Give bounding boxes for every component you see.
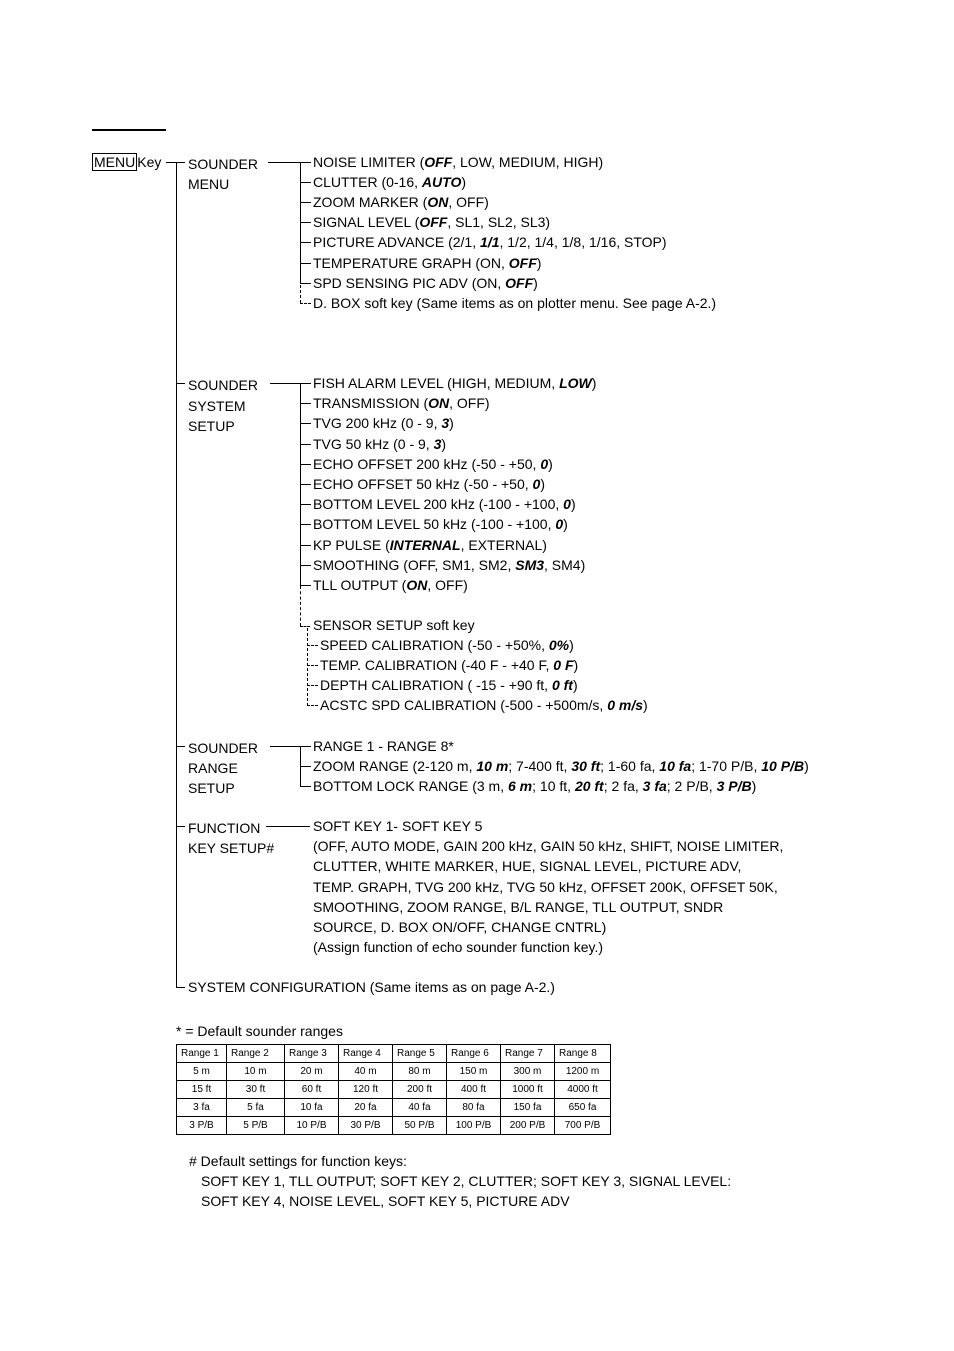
- system-setup-item: BOTTOM LEVEL 200 kHz (-100 - +100, 0): [313, 496, 576, 513]
- table-cell: 650 fa: [555, 1099, 611, 1117]
- footnote-line-1: SOFT KEY 1, TLL OUTPUT; SOFT KEY 2, CLUTTER; SOFT KEY 3, SIGNAL LEVEL:: [201, 1173, 732, 1189]
- table-header-cell: Range 4: [339, 1045, 393, 1063]
- system-setup-item: TLL OUTPUT (ON, OFF): [313, 577, 468, 593]
- default-ranges-table: [176, 1044, 611, 1135]
- default-value: ON: [427, 194, 449, 211]
- system-setup-item: FISH ALARM LEVEL (HIGH, MEDIUM, LOW): [313, 375, 597, 391]
- table-cell: 5 m: [177, 1063, 227, 1081]
- system-setup-item: TVG 50 kHz (0 - 9, 3): [313, 435, 447, 452]
- item-connector: [307, 705, 318, 706]
- item-connector: [300, 524, 311, 525]
- default-value: 6 m: [508, 778, 533, 794]
- table-cell: 3 P/B: [177, 1117, 227, 1135]
- default-value: OFF: [505, 274, 534, 291]
- item-connector: [300, 504, 311, 505]
- root-connector: [166, 162, 176, 163]
- function-key-line: SMOOTHING, ZOOM RANGE, B/L RANGE, TLL OUTPUT, SNDR: [313, 898, 724, 915]
- table-cell: 20 m: [285, 1063, 339, 1081]
- table-cell: 120 ft: [339, 1081, 393, 1099]
- table-cell: 300 m: [501, 1063, 555, 1081]
- default-ranges-caption: * = Default sounder ranges: [176, 1023, 343, 1039]
- table-cell: 40 fa: [393, 1099, 447, 1117]
- item-connector: [300, 766, 311, 767]
- item-connector: [300, 444, 311, 445]
- key-suffix: Key: [137, 154, 162, 170]
- connector-function-key: [266, 826, 310, 827]
- range-setup-item: RANGE 1 - RANGE 8*: [313, 738, 454, 754]
- default-value: 0: [540, 455, 549, 472]
- default-value: 0 m/s: [607, 697, 644, 713]
- sounder-range-setup-label: SOUNDER RANGE SETUP: [188, 740, 259, 796]
- default-value: 10 m: [476, 758, 509, 774]
- default-value: 3: [441, 415, 450, 432]
- system-setup-item: SMOOTHING (OFF, SM1, SM2, SM3, SM4): [313, 556, 586, 573]
- default-value: 0%: [548, 637, 570, 653]
- table-cell: 10 m: [227, 1063, 285, 1081]
- sounder-menu-item: CLUTTER (0-16, AUTO): [313, 174, 467, 191]
- default-value: 3: [433, 435, 442, 452]
- table-cell: 5 P/B: [227, 1117, 285, 1135]
- sounder-menu-item: D. BOX soft key (Same items as on plotter menu. See page A-2.): [313, 294, 717, 311]
- default-value: 30 ft: [571, 758, 601, 774]
- item-connector: [300, 303, 311, 304]
- item-connector: [300, 202, 311, 203]
- item-connector: [300, 283, 311, 284]
- table-cell: 40 m: [339, 1063, 393, 1081]
- sounder-menu-label: SOUNDER MENU: [188, 156, 259, 192]
- system-setup-item: TRANSMISSION (ON, OFF): [313, 395, 490, 412]
- header-rule: [92, 129, 166, 131]
- function-key-line: (Assign function of echo sounder function key.): [313, 939, 604, 956]
- footnote-title: # Default settings for function keys:: [189, 1153, 407, 1169]
- item-connector: [300, 182, 311, 183]
- item-connector: [300, 383, 311, 384]
- system-setup-item: ECHO OFFSET 200 kHz (-50 - +50, 0): [313, 455, 553, 472]
- table-cell: 1000 ft: [501, 1081, 555, 1099]
- default-value: 0 F: [553, 657, 574, 673]
- sounder-menu-item: PICTURE ADVANCE (2/1, 1/1, 1/2, 1/4, 1/8, 1/16, STOP): [313, 234, 667, 251]
- item-connector: [300, 423, 311, 424]
- item-connector: [300, 746, 311, 747]
- default-value: 3 fa: [642, 778, 667, 794]
- default-value: ON: [406, 577, 428, 593]
- default-value: LOW: [559, 375, 592, 391]
- menu-key-label: [92, 154, 161, 170]
- table-cell: 200 P/B: [501, 1117, 555, 1135]
- table-header-row: [177, 1045, 611, 1063]
- table-cell: 80 fa: [447, 1099, 501, 1117]
- trunk-stub-sounder-menu: [176, 162, 185, 163]
- default-value: 0: [563, 496, 571, 513]
- default-value: INTERNAL: [389, 536, 461, 553]
- table-header-cell: Range 7: [501, 1045, 555, 1063]
- trunk-stub-system-setup: [176, 383, 185, 384]
- function-key-line: TEMP. GRAPH, TVG 200 kHz, TVG 50 kHz, OFFSET 200K, OFFSET 50K,: [313, 878, 778, 895]
- table-header-cell: Range 1: [177, 1045, 227, 1063]
- range-setup-item: ZOOM RANGE (2-120 m, 10 m; 7-400 ft, 30 ft; 1-60 fa, 10 fa; 1-70 P/B, 10 P/B): [313, 758, 809, 774]
- menu-key-box: MENU: [94, 154, 136, 170]
- function-key-line: (OFF, AUTO MODE, GAIN 200 kHz, GAIN 50 kHz, SHIFT, NOISE LIMITER,: [313, 838, 784, 855]
- item-connector: [300, 545, 311, 546]
- default-value: 10 fa: [659, 758, 692, 774]
- item-connector: [300, 565, 311, 566]
- default-value: 0 ft: [551, 677, 573, 693]
- sensor-setup-item: ACSTC SPD CALIBRATION (-500 - +500m/s, 0 m/s): [320, 697, 648, 713]
- item-connector: [307, 665, 318, 666]
- sensor-setup-stub: [300, 626, 310, 627]
- system-configuration: SYSTEM CONFIGURATION (Same items as on page A-2.): [188, 979, 555, 995]
- default-value: ON: [428, 395, 450, 412]
- default-value: 10 P/B: [761, 758, 805, 774]
- sounder-system-setup-label: SOUNDER SYSTEM SETUP: [188, 377, 259, 434]
- system-setup-item: ECHO OFFSET 50 kHz (-50 - +50, 0): [313, 476, 545, 492]
- table-row: [177, 1063, 611, 1081]
- system-setup-item: KP PULSE (INTERNAL, EXTERNAL): [313, 536, 547, 553]
- table-cell: 150 fa: [501, 1099, 555, 1117]
- item-connector: [307, 685, 318, 686]
- default-value: OFF: [424, 154, 453, 170]
- item-connector: [307, 645, 318, 646]
- item-connector: [300, 786, 311, 787]
- range-setup-item: BOTTOM LOCK RANGE (3 m, 6 m; 10 ft, 20 ft; 2 fa, 3 fa; 2 P/B, 3 P/B): [313, 778, 757, 794]
- default-value: OFF: [508, 254, 537, 271]
- system-setup-item: TVG 200 kHz (0 - 9, 3): [313, 415, 454, 432]
- sensor-setup-item: TEMP. CALIBRATION (-40 F - +40 F, 0 F): [320, 657, 579, 673]
- table-header-cell: Range 2: [227, 1045, 285, 1063]
- table-cell: 100 P/B: [447, 1117, 501, 1135]
- item-connector: [300, 484, 311, 485]
- table-cell: 4000 ft: [555, 1081, 611, 1099]
- table-cell: 30 ft: [227, 1081, 285, 1099]
- default-value: OFF: [419, 214, 448, 231]
- default-value: 20 ft: [574, 778, 604, 794]
- table-cell: 3 fa: [177, 1099, 227, 1117]
- sounder-menu-item: ZOOM MARKER (ON, OFF): [313, 194, 489, 211]
- table-cell: 700 P/B: [555, 1117, 611, 1135]
- footnote-line-2: SOFT KEY 4, NOISE LEVEL, SOFT KEY 5, PICTURE ADV: [201, 1193, 570, 1209]
- trunk-stub-range-setup: [176, 746, 185, 747]
- item-connector: [300, 242, 311, 243]
- sensor-spine-dashed: [307, 628, 308, 706]
- table-cell: 10 P/B: [285, 1117, 339, 1135]
- items-spine-system-setup-dashed: [300, 586, 301, 626]
- function-key-line: SOURCE, D. BOX ON/OFF, CHANGE CNTRL): [313, 919, 607, 935]
- default-value: 3 P/B: [716, 778, 752, 794]
- table-cell: 20 fa: [339, 1099, 393, 1117]
- sensor-setup-item: SPEED CALIBRATION (-50 - +50%, 0%): [320, 637, 574, 653]
- sounder-menu-item: NOISE LIMITER (OFF, LOW, MEDIUM, HIGH): [313, 154, 604, 170]
- table-row: [177, 1117, 611, 1135]
- table-cell: 10 fa: [285, 1099, 339, 1117]
- table-header-cell: Range 5: [393, 1045, 447, 1063]
- table-cell: 80 m: [393, 1063, 447, 1081]
- system-setup-item: BOTTOM LEVEL 50 kHz (-100 - +100, 0): [313, 516, 568, 533]
- function-key-line: SOFT KEY 1- SOFT KEY 5: [313, 818, 483, 834]
- table-row: [177, 1081, 611, 1099]
- sensor-setup-title: SENSOR SETUP soft key: [313, 617, 475, 633]
- default-value: 1/1: [480, 234, 500, 251]
- main-trunk: [176, 162, 177, 987]
- default-value: 0: [555, 516, 564, 533]
- table-cell: 15 ft: [177, 1081, 227, 1099]
- table-header-cell: Range 8: [555, 1045, 611, 1063]
- table-cell: 1200 m: [555, 1063, 611, 1081]
- trunk-stub-function-key: [176, 826, 185, 827]
- table-cell: 400 ft: [447, 1081, 501, 1099]
- sounder-menu-item: SPD SENSING PIC ADV (ON, OFF): [313, 274, 538, 291]
- items-spine-sounder-menu-dashed: [300, 285, 301, 303]
- item-connector: [300, 263, 311, 264]
- item-connector: [300, 162, 311, 163]
- item-connector: [300, 464, 311, 465]
- item-connector: [300, 222, 311, 223]
- table-cell: 5 fa: [227, 1099, 285, 1117]
- default-value: SM3: [515, 556, 545, 573]
- table-header-cell: Range 6: [447, 1045, 501, 1063]
- function-key-setup-label: FUNCTION KEY SETUP#: [188, 820, 275, 856]
- table-row: [177, 1099, 611, 1117]
- sounder-menu-item: TEMPERATURE GRAPH (ON, OFF): [313, 254, 542, 271]
- table-cell: 30 P/B: [339, 1117, 393, 1135]
- default-value: 0: [532, 476, 541, 492]
- table-cell: 60 ft: [285, 1081, 339, 1099]
- item-connector: [300, 403, 311, 404]
- function-key-line: CLUTTER, WHITE MARKER, HUE, SIGNAL LEVEL, PICTURE ADV,: [313, 858, 742, 875]
- sensor-setup-item: DEPTH CALIBRATION ( -15 - +90 ft, 0 ft): [320, 677, 578, 693]
- table-cell: 150 m: [447, 1063, 501, 1081]
- sounder-menu-item: SIGNAL LEVEL (OFF, SL1, SL2, SL3): [313, 214, 551, 231]
- default-value: AUTO: [421, 174, 462, 191]
- table-cell: 50 P/B: [393, 1117, 447, 1135]
- table-header-cell: Range 3: [285, 1045, 339, 1063]
- table-cell: 200 ft: [393, 1081, 447, 1099]
- main-trunk-foot: [176, 987, 185, 988]
- item-connector: [300, 585, 311, 586]
